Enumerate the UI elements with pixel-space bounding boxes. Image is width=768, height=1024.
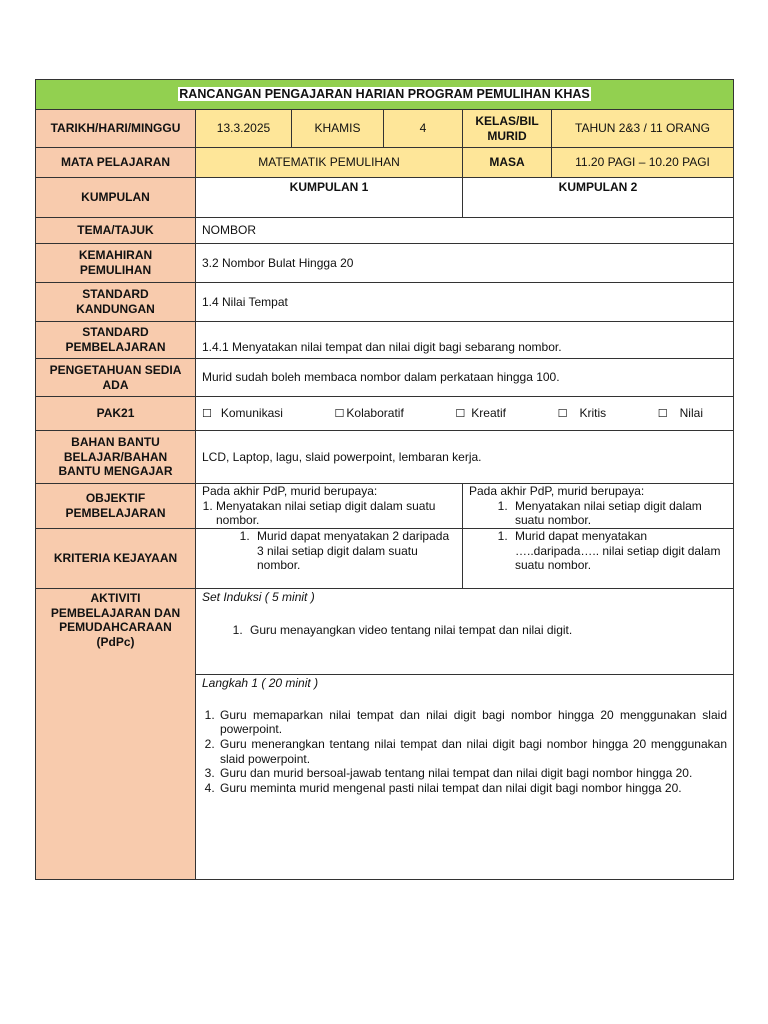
list-item: 2. Guru menerangkan tentang nilai tempat dan nilai digit bagi nombor hingga 20 menggunakan slaid powerpoint.: [218, 737, 727, 766]
list-item: 1. Murid dapat menyatakan 2 daripada 3 nilai setiap digit dalam suatu nombor.: [253, 529, 456, 573]
list-item: 1. Guru memaparkan nilai tempat dan nilai digit bagi nombor hingga 20 menggunakan slaid powerpoint.: [218, 708, 727, 737]
standard-kandungan-label: STANDARD KANDUNGAN: [36, 283, 196, 322]
list-item: 1. Guru menayangkan video tentang nilai tempat dan nilai digit.: [246, 623, 727, 638]
kemahiran-value: 3.2 Nombor Bulat Hingga 20: [196, 244, 734, 283]
kelas-value: TAHUN 2&3 / 11 ORANG: [552, 110, 734, 148]
kriteria-k2: [463, 529, 734, 589]
kriteria-k2-list: [469, 529, 727, 573]
pak21-option-komunikasi[interactable]: ☐ Komunikasi: [202, 406, 283, 421]
masa-label: MASA: [463, 148, 552, 178]
list-item: 1. Menyatakan nilai setiap digit dalam suatu nombor.: [216, 499, 456, 528]
kumpulan-1-header: KUMPULAN 1: [196, 178, 463, 218]
list-item: 1. Menyatakan nilai setiap digit dalam suatu nombor.: [511, 499, 727, 528]
list-item: 4. Guru meminta murid mengenal pasti nilai tempat dan nilai digit bagi nombor hingga 20.: [218, 781, 727, 796]
langkah-1-heading: Langkah 1 ( 20 minit ): [202, 676, 319, 690]
standard-pembelajaran-label: STANDARD PEMBELAJARAN: [36, 322, 196, 359]
checkbox-icon: ☐: [455, 407, 466, 421]
set-induksi-heading: Set Induksi ( 5 minit ): [202, 590, 315, 604]
tarikh-label: TARIKH/HARI/MINGGU: [36, 110, 196, 148]
set-induksi-cell: [196, 589, 734, 675]
standard-pembelajaran-value: 1.4.1 Menyatakan nilai tempat dan nilai digit bagi sebarang nombor.: [196, 322, 734, 359]
mata-pelajaran-label: MATA PELAJARAN: [36, 148, 196, 178]
masa-value: 11.20 PAGI – 10.20 PAGI: [552, 148, 734, 178]
kumpulan-2-header: KUMPULAN 2: [463, 178, 734, 218]
kelas-label: KELAS/BIL MURID: [463, 110, 552, 148]
checkbox-icon: ☐: [334, 407, 345, 421]
kriteria-label: KRITERIA KEJAYAAN: [36, 529, 196, 589]
objektif-k1-list: [202, 499, 456, 528]
pak21-option-nilai[interactable]: ☐ Nilai: [657, 406, 703, 421]
objektif-k1: Pada akhir PdP, murid berupaya: 1. Menyatakan nilai setiap digit dalam suatu nombor.: [196, 484, 463, 529]
pak21-option-kreatif[interactable]: ☐ Kreatif: [455, 406, 506, 421]
objektif-label: OBJEKTIF PEMBELAJARAN: [36, 484, 196, 529]
mata-pelajaran-value: MATEMATIK PEMULIHAN: [196, 148, 463, 178]
pak21-label: PAK21: [36, 397, 196, 431]
pengetahuan-value: Murid sudah boleh membaca nombor dalam perkataan hingga 100.: [196, 359, 734, 397]
checkbox-icon: ☐: [657, 407, 668, 421]
objektif-k2-list: [469, 499, 727, 528]
pak21-option-kritis[interactable]: ☐ Kritis: [557, 406, 607, 421]
objektif-k2: Pada akhir PdP, murid berupaya: 1. Menyatakan nilai setiap digit dalam suatu nombor.: [463, 484, 734, 529]
list-item: 1. Murid dapat menyatakan …..daripada….. nilai setiap digit dalam suatu nombor.: [511, 529, 727, 573]
bbm-value: LCD, Laptop, lagu, slaid powerpoint, lembaran kerja.: [196, 431, 734, 484]
bbm-label: BAHAN BANTU BELAJAR/BAHAN BANTU MENGAJAR: [36, 431, 196, 484]
aktiviti-label: AKTIVITI PEMBELAJARAN DAN PEMUDAHCARAAN (PdPc): [36, 589, 196, 880]
pengetahuan-label: PENGETAHUAN SEDIA ADA: [36, 359, 196, 397]
pak21-options: [196, 397, 734, 431]
set-induksi-list: [202, 623, 727, 638]
tema-label: TEMA/TAJUK: [36, 218, 196, 244]
lesson-plan-table: [35, 79, 734, 880]
week-value: 4: [384, 110, 463, 148]
kemahiran-label: KEMAHIRAN PEMULIHAN: [36, 244, 196, 283]
tema-value: NOMBOR: [196, 218, 734, 244]
langkah-1-list: [202, 708, 727, 796]
page-title: RANCANGAN PENGAJARAN HARIAN PROGRAM PEMULIHAN KHAS: [36, 80, 734, 110]
kumpulan-label: KUMPULAN: [36, 178, 196, 218]
standard-kandungan-value: 1.4 Nilai Tempat: [196, 283, 734, 322]
pak21-option-kolaboratif[interactable]: ☐ Kolaboratif: [334, 406, 404, 421]
kriteria-k1: [196, 529, 463, 589]
date-value: 13.3.2025: [196, 110, 292, 148]
list-item: 3. Guru dan murid bersoal-jawab tentang nilai tempat dan nilai digit bagi nombor hingga 20.: [218, 766, 727, 781]
langkah-1-cell: [196, 675, 734, 880]
checkbox-icon: ☐: [202, 407, 212, 421]
kriteria-k1-list: [202, 529, 456, 573]
checkbox-icon: ☐: [557, 407, 568, 421]
day-value: KHAMIS: [292, 110, 384, 148]
